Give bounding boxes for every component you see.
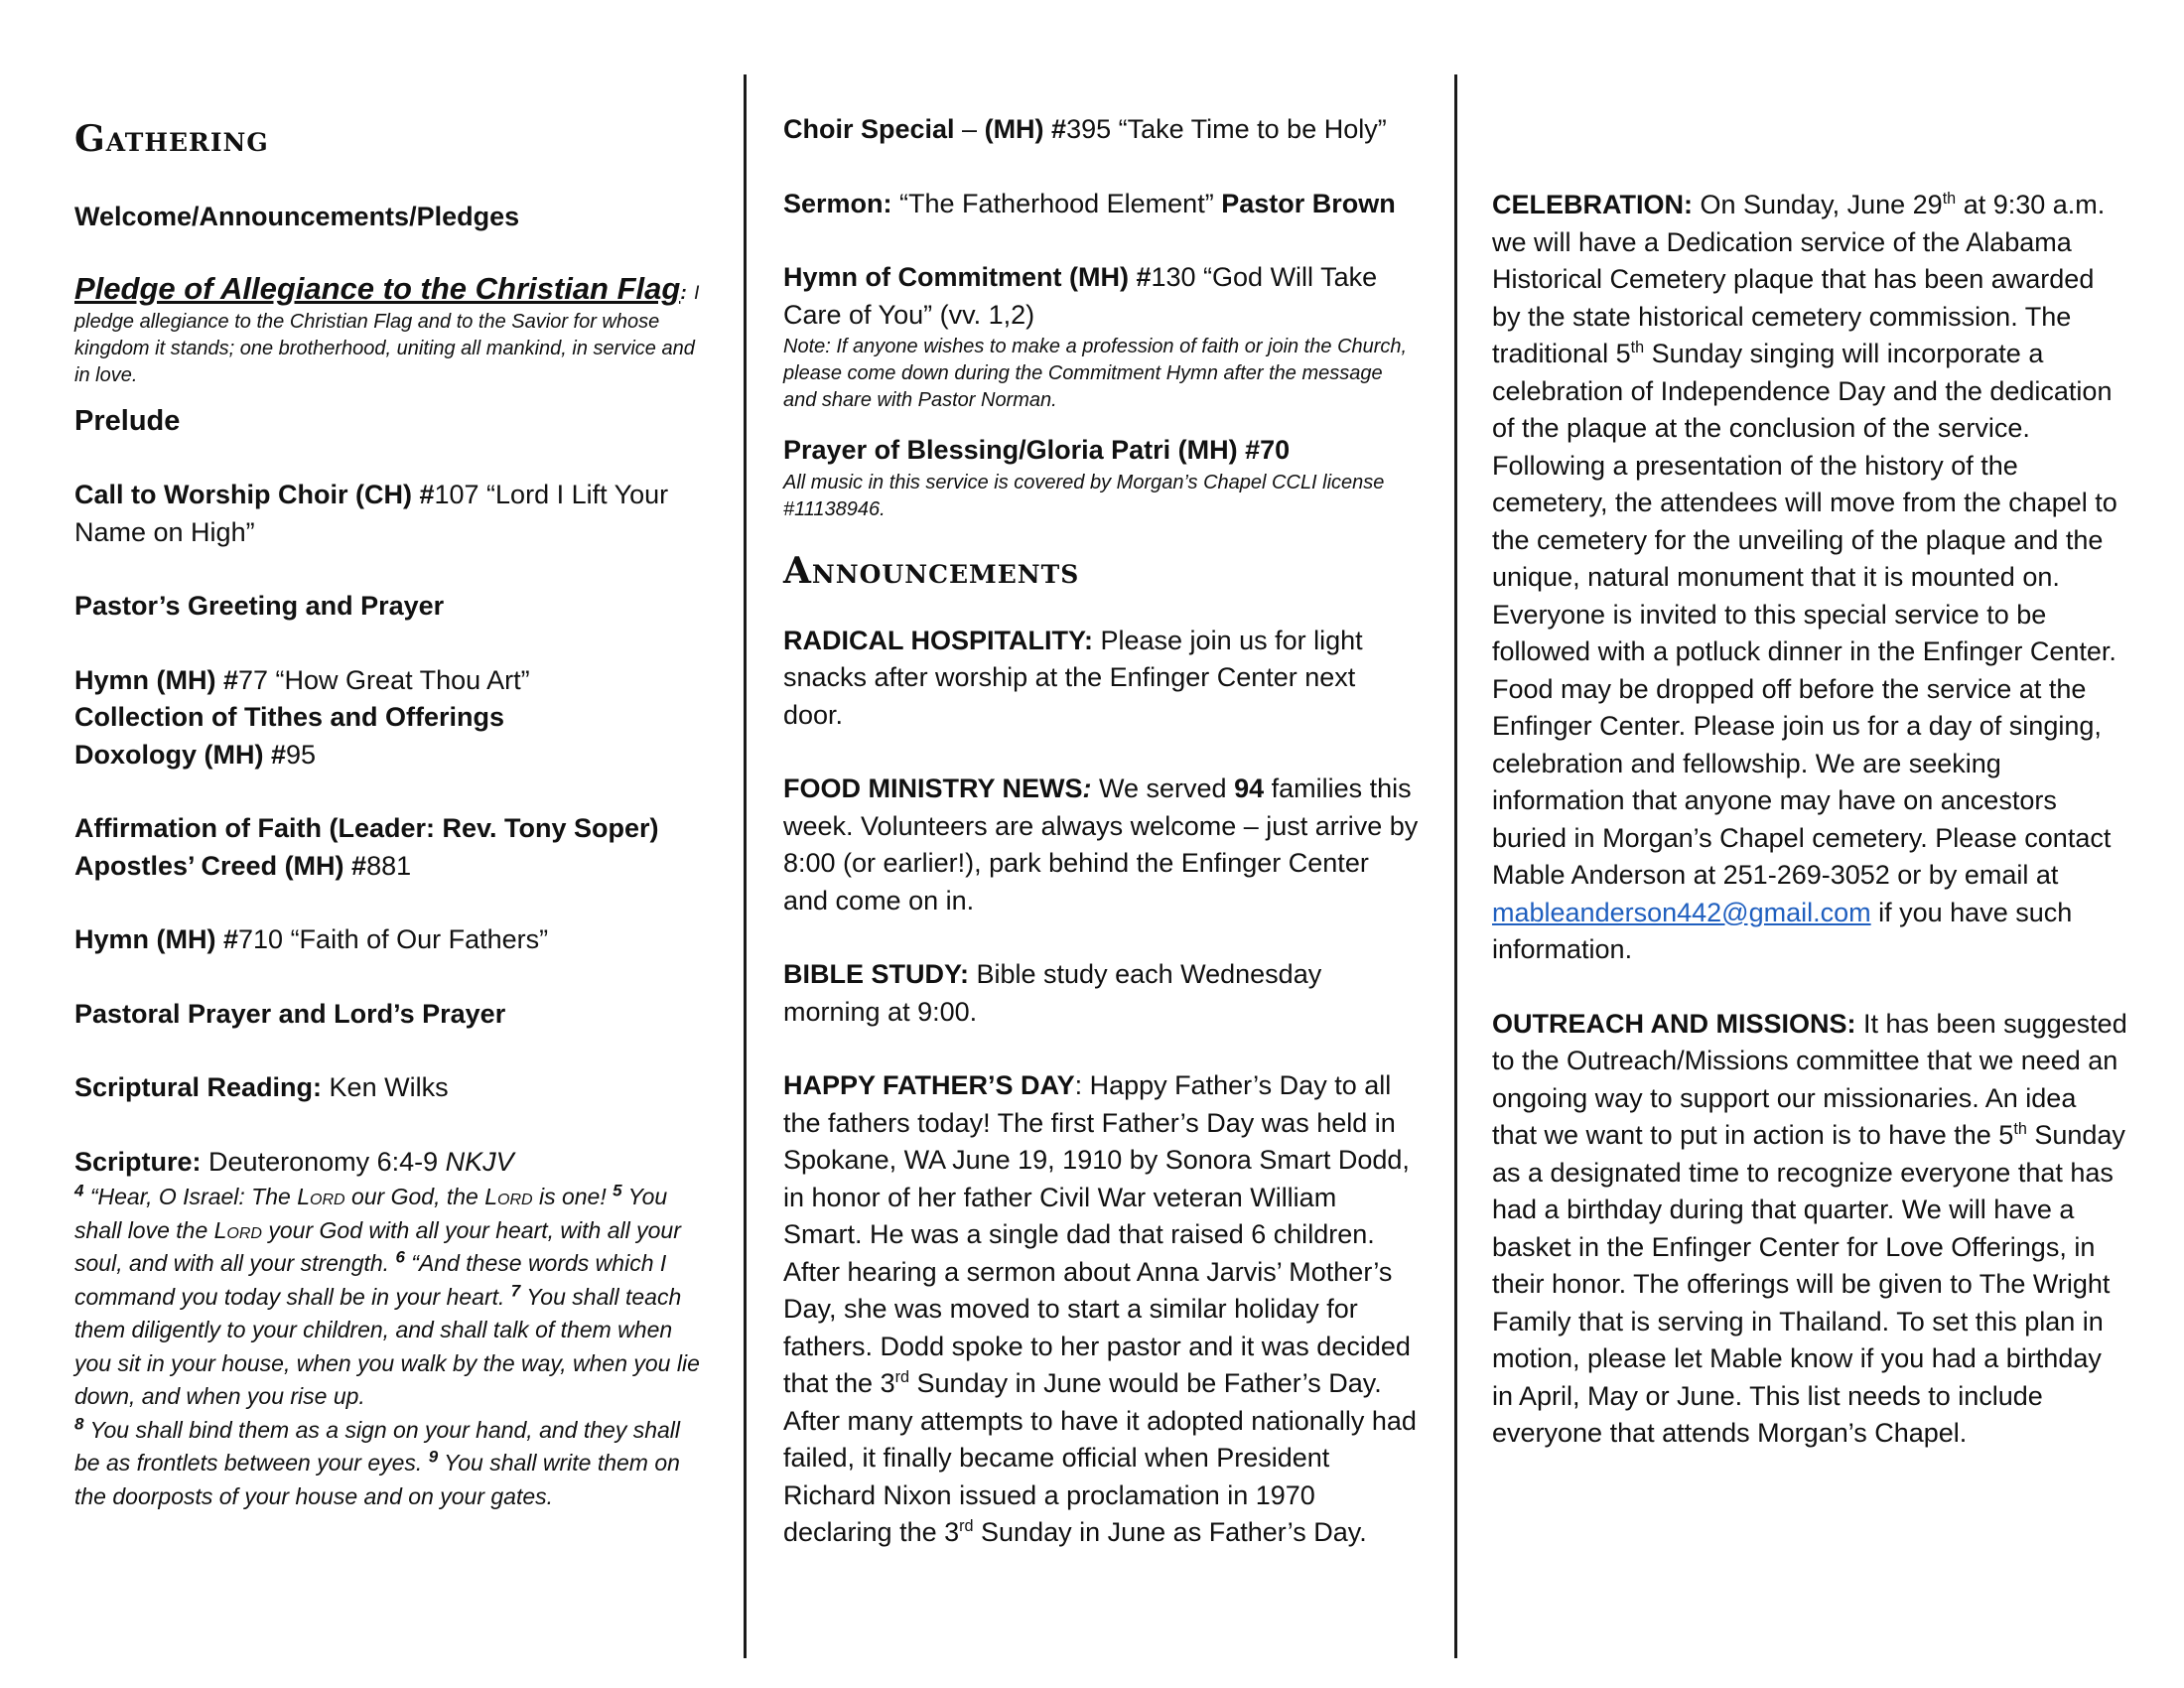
bible-study: BIBLE STUDY: Bible study each Wednesday morning at 9:00. <box>783 959 1322 1027</box>
prayer-of-blessing: Prayer of Blessing/Gloria Patri (MH) #70 <box>783 435 1291 465</box>
happy-fathers-day: HAPPY FATHER’S DAY: Happy Father’s Day to all the fathers today! The first Father’s Day was held in Spokane, WA June 19, 1910 by Sonora Smart Dodd, in honor of her father Civil War veteran William Smart. He was a single dad that raised 6 children. After hearing a sermon about Anna Jarvis’ Mother’s Day, she was moved to start a similar holiday for fathers. Dodd spoke to her pastor and it was decided that the 3rd Sunday in June would be Father’s Day. After many attempts to have it adopted nationally had failed, it finally became official when President Richard Nixon issued a proclamation in 1970 declaring the 3rd Sunday in June as Father’s Day. <box>783 1070 1417 1547</box>
ccli-notice: All music in this service is covered by Morgan’s Chapel CCLI license #11138946. <box>783 471 1385 520</box>
gathering-heading: Gathering <box>74 118 269 160</box>
sermon: Sermon: “The Fatherhood Element” Pastor Brown <box>783 188 1396 218</box>
prelude: Prelude <box>74 404 181 437</box>
hymn-77: Hymn (MH) #77 “How Great Thou Art” <box>74 664 530 695</box>
apostles-creed: Apostles’ Creed (MH) #881 <box>74 850 412 881</box>
celebration-announcement: CELEBRATION: On Sunday, June 29th at 9:30 a.m. we will have a Dedication service of the Alabama Historical Cemetery plaque that has been awarded by the state historical cemetery commission. The traditional 5th Sunday singing will incorporate a celebration of Independence Day and the dedication of the plaque at the conclusion of the service. Following a presentation of the history of the cemetery, the attendees will move from the chapel to the cemetery for the unveiling of the plaque and the unique, natural monument that it is mounted on. Everyone is invited to this special service to be followed with a potluck dinner in the Enfinger Center. Food may be dropped off before the service at the Enfinger Center. Please join us for a day of singing, celebration and fellowship. We are seeking information that anyone may have on ancestors buried in Morgan’s Chapel cemetery. Please contact Mable Anderson at 251-269-3052 or by email at mableanderson442@gmail.com if you have such information. <box>1492 190 2117 964</box>
column-service-and-announcements <box>783 111 1419 1552</box>
radical-hospitality: RADICAL HOSPITALITY: Please join us for light snacks after worship at the Enfinger Center next door. <box>783 625 1363 730</box>
hymn-of-commitment: Hymn of Commitment (MH) #130 “God Will Take Care of You” (vv. 1,2) <box>783 262 1378 330</box>
column-divider-right <box>1454 74 1457 1658</box>
contact-email-link[interactable]: mableanderson442@gmail.com <box>1492 897 1871 927</box>
commitment-note: Note: If anyone wishes to make a profession of faith or join the Church, please come down during the Commitment Hymn after the message and share with Pastor Norman. <box>783 336 1408 411</box>
pledge-title: Pledge of Allegiance to the Christian Flag <box>74 270 681 306</box>
outreach-and-missions: OUTREACH AND MISSIONS: It has been suggested to the Outreach/Missions committee that we need an ongoing way to support our missionaries. An idea that we want to put in action is to have the 5th Sunday as a designated time to recognize everyone that has had a birthday during that quarter. We will have a basket in the Enfinger Center for Love Offerings, in their honor. The offerings will be given to The Wright Family that is serving in Thailand. To set this plan in motion, please let Mable know if you had a birthday in April, May or June. This list needs to include everyone that attends Morgan’s Chapel. <box>1492 1008 2127 1448</box>
pledge-block: Pledge of Allegiance to the Christian Flag: I <box>74 270 700 306</box>
column-celebration-outreach <box>1492 187 2127 1453</box>
announcements-heading: Announcements <box>783 549 1080 592</box>
welcome-line: Welcome/Announcements/Pledges <box>74 202 520 231</box>
affirmation-of-faith: Affirmation of Faith (Leader: Rev. Tony Soper) <box>74 813 659 843</box>
scripture-text: $^4$ “Hear, O Israel: The Lord our God, the Lord is one! $^5$ You shall love the Lord your God with all your heart, with all your soul, and with all your strength. $^6$ “And these words which I command you today shall be in your heart. $^7$ You shall teach them diligently to your children, and shall talk of them when you sit in your house, when you walk by the way, when you lie down, and when you rise up. $^8$ You shall bind them as a sign on your hand, and they shall be as frontlets between your eyes. $^9$ You shall write them on the doorposts of your house and on your gates. <box>74 1181 700 1509</box>
scriptural-reading: Scriptural Reading: Ken Wilks <box>74 1072 449 1102</box>
pastors-greeting: Pastor’s Greeting and Prayer <box>74 591 445 621</box>
column-divider-left <box>744 74 747 1658</box>
collection-line: Collection of Tithes and Offerings <box>74 702 505 732</box>
pastoral-prayer: Pastoral Prayer and Lord’s Prayer <box>74 998 506 1029</box>
doxology: Doxology (MH) #95 <box>74 739 317 770</box>
choir-special: Choir Special – (MH) #395 “Take Time to be Holy” <box>783 114 1387 144</box>
column-order-of-worship <box>74 117 710 1513</box>
pledge-text: pledge allegiance to the Christian Flag and to the Savior for whose kingdom it stands; one brotherhood, uniting all mankind, in service and in love. <box>74 310 695 386</box>
hymn-710: Hymn (MH) #710 “Faith of Our Fathers” <box>74 924 549 954</box>
food-ministry-news: FOOD MINISTRY NEWS: We served 94 families this week. Volunteers are always welcome – just arrive by 8:00 (or earlier!), park behind the Enfinger Center and come on in. <box>783 774 1419 915</box>
call-to-worship: Call to Worship Choir (CH) #107 “Lord I Lift Your Name on High” <box>74 480 669 547</box>
scripture-reference: Scripture: Deuteronomy 6:4-9 NKJV <box>74 1146 514 1177</box>
